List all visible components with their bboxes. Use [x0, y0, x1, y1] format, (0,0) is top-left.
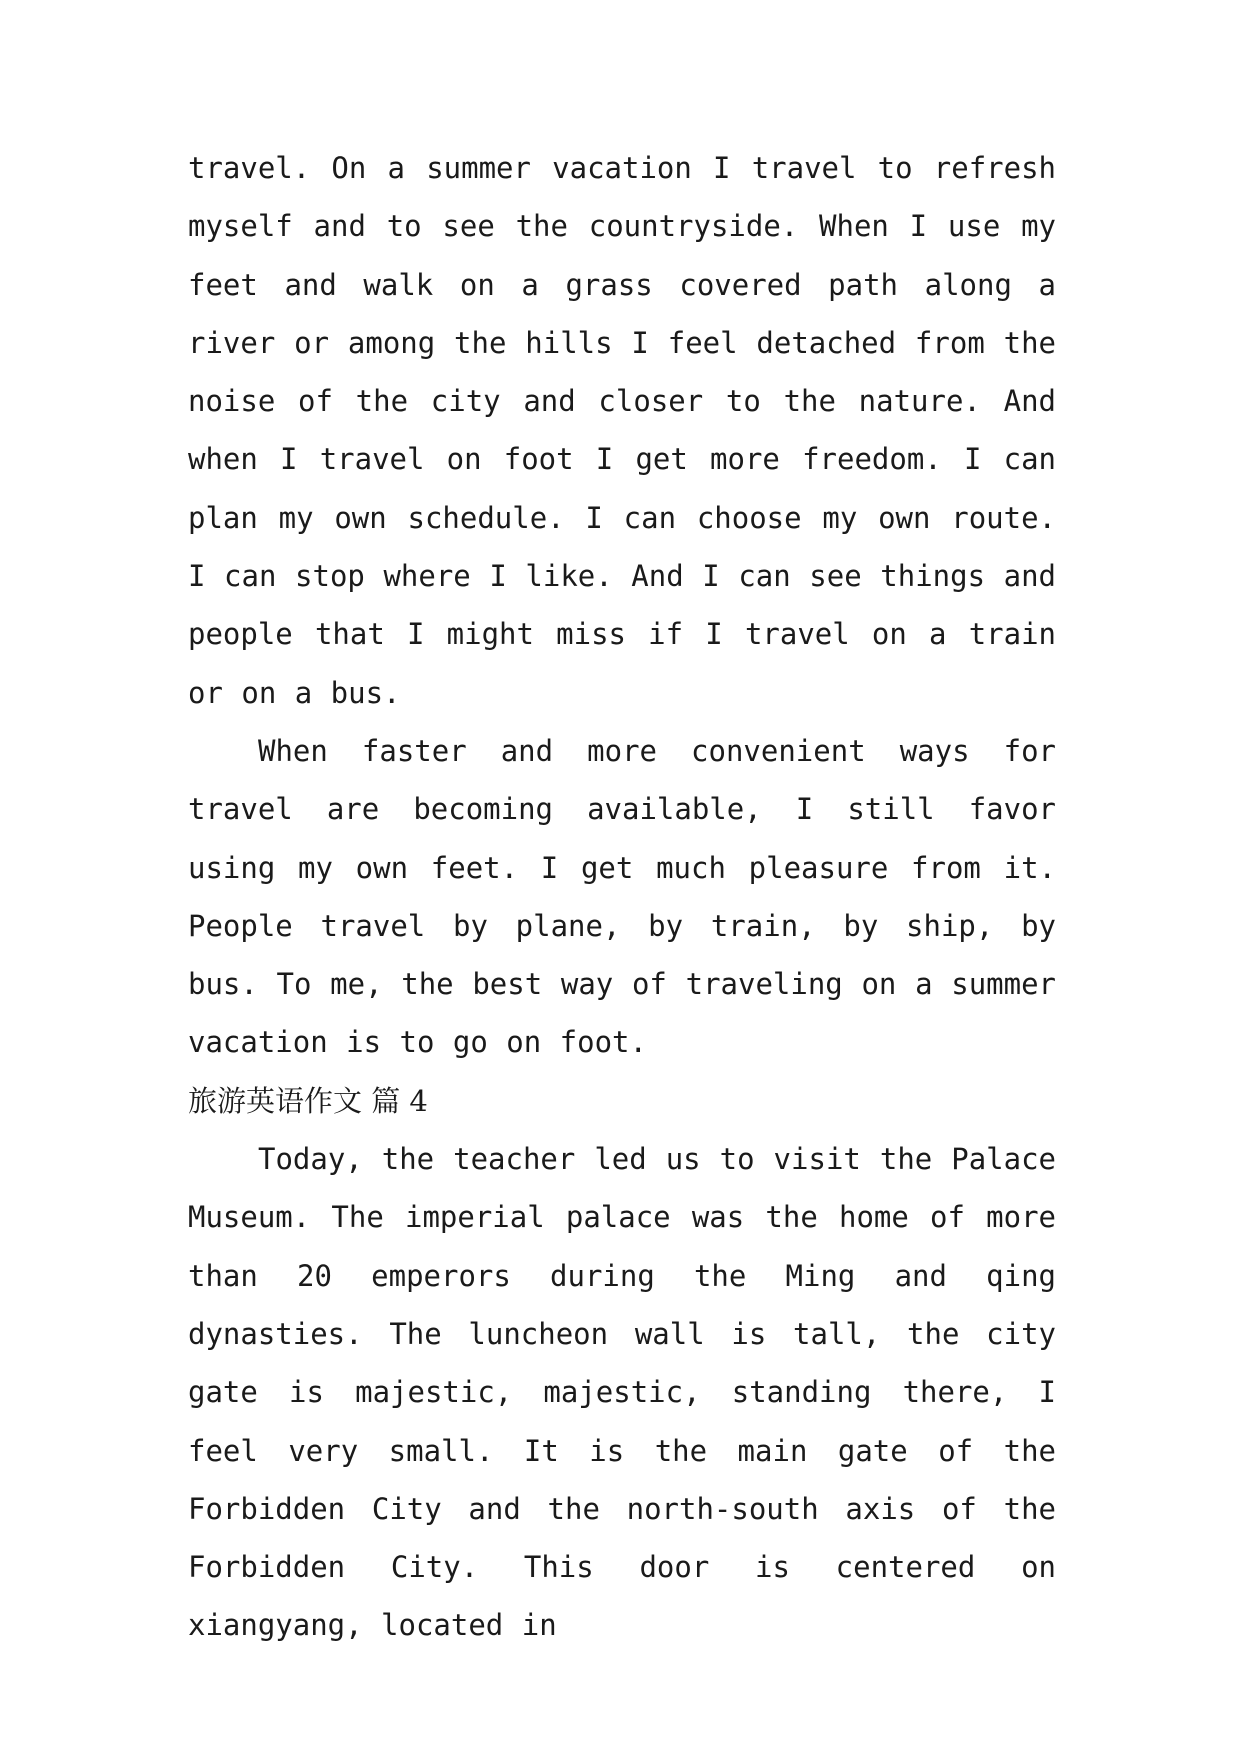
paragraph-faster-ways: When faster and more convenient ways for travel are becoming available, I still favor using my own feet. I get much pleasure from it. People travel by plane, by train, by ship, by bus. To me, the best way of traveling on a summer vacation is to go on foot.	[188, 733, 1056, 1060]
paragraph-palace-museum: Today, the teacher led us to visit the Palace Museum. The imperial palace was the home of more than 20 emperors during the Ming and qing dynasties. The luncheon wall is tall, the city gate is majestic, majestic, standing there, I feel very small. It is the main gate of the Forbidden City and the north-south axis of the Forbidden City. This door is centered on xiangyang, located in	[188, 1142, 1056, 1643]
document-body	[188, 139, 1056, 1655]
section-heading: 旅游英语作文 篇 4	[188, 1083, 428, 1118]
paragraph-travel-on-foot: travel. On a summer vacation I travel to refresh myself and to see the countryside. When I use my feet and walk on a grass covered path along a river or among the hills I feel detached from the noise of the city and closer to the nature. And when I travel on foot I get more freedom. I can plan my own schedule. I can choose my own route. I can stop where I like. And I can see things and people that I might miss if I travel on a train or on a bus.	[188, 151, 1056, 710]
